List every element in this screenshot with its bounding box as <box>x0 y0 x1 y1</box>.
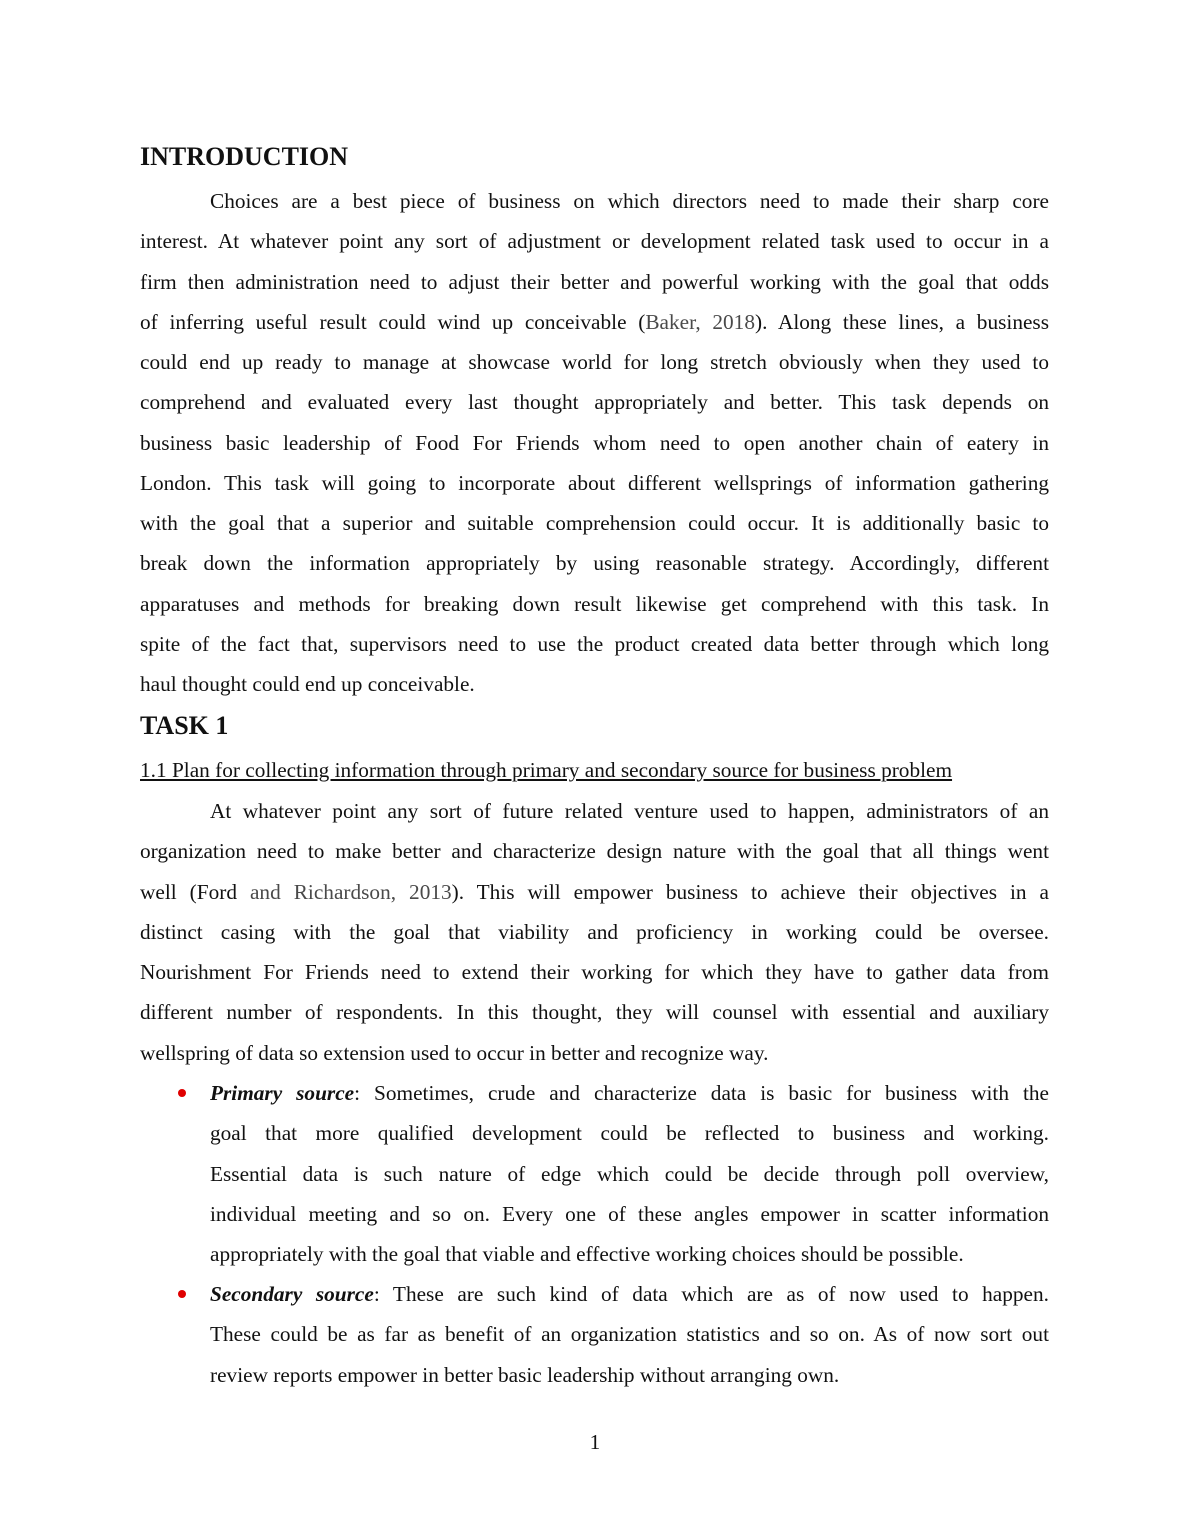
text-line: apparatuses and methods for breaking down result likewise get comprehend with this task. In <box>140 591 1049 616</box>
text-line: business basic leadership of Food For Friends whom need to open another chain of eatery in <box>140 430 1049 455</box>
text-segment: : Sometimes, crude and characterize data is basic for business with the <box>354 1081 1049 1105</box>
text-line <box>210 1073 1049 1113</box>
text-line: distinct casing with the goal that viability and proficiency in working could be oversee. <box>140 919 1049 944</box>
text-line: These could be as far as benefit of an organization statistics and so on. As of now sort out <box>210 1322 1049 1347</box>
text-line: Nourishment For Friends need to extend their working for which they have to gather data from <box>140 960 1049 984</box>
text-segment: of inferring useful result could wind up conceivable ( <box>140 309 646 334</box>
citation: and Richardson, 2013 <box>249 879 452 904</box>
text-segment: ). This will empower business to achieve their objectives in a <box>451 879 1049 904</box>
text-line <box>140 872 1049 912</box>
task1-paragraph <box>140 791 1049 1073</box>
text-line: Essential data is such nature of edge which could be decide through poll overview, <box>210 1161 1049 1186</box>
text-line <box>140 302 1049 342</box>
bullet-primary-source <box>210 1073 1049 1274</box>
intro-heading: INTRODUCTION <box>140 142 349 171</box>
text-line: London. This task will going to incorporate about different wellsprings of information gathering <box>140 470 1049 495</box>
text-line: At whatever point any sort of future related venture used to happen, administrators of an <box>210 799 1049 823</box>
text-segment: ). Along these lines, a business <box>754 309 1049 334</box>
task1-heading: TASK 1 <box>140 711 229 740</box>
intro-paragraph <box>140 181 1049 704</box>
bullet-icon <box>178 1290 186 1298</box>
text-line: haul thought could end up conceivable. <box>140 672 475 696</box>
text-line: appropriately with the goal that viable and effective working choices should be possible. <box>210 1242 964 1266</box>
text-line: organization need to make better and characterize design nature with the goal that all things went <box>140 839 1049 864</box>
text-line: could end up ready to manage at showcase world for long stretch obviously when they used to <box>140 350 1049 374</box>
text-segment: well (Ford <box>140 879 250 904</box>
text-line: different number of respondents. In this thought, they will counsel with essential and auxiliary <box>140 1000 1049 1025</box>
text-line: wellspring of data so extension used to occur in better and recognize way. <box>140 1040 769 1065</box>
text-line: Choices are a best piece of business on which directors need to made their sharp core <box>210 189 1049 213</box>
bullet-term: Secondary source <box>210 1282 374 1306</box>
bullet-secondary-source <box>210 1274 1049 1395</box>
bullet-icon <box>178 1089 186 1097</box>
text-line: break down the information appropriately by using reasonable strategy. Accordingly, different <box>140 551 1049 576</box>
text-line: interest. At whatever point any sort of adjustment or development related task used to occur in a <box>140 229 1049 254</box>
citation: Baker, 2018 <box>645 309 755 334</box>
page-number: 1 <box>589 1430 601 1454</box>
text-line: individual meeting and so on. Every one of these angles empower in scatter information <box>210 1201 1049 1226</box>
bullet-term: Primary source <box>210 1081 355 1105</box>
text-line <box>210 1274 1049 1314</box>
text-line: with the goal that a superior and suitable comprehension could occur. It is additionally basic to <box>140 511 1049 535</box>
text-line: goal that more qualified development could be reflected to business and working. <box>210 1121 1049 1146</box>
text-segment: : These are such kind of data which are as of now used to happen. <box>373 1282 1049 1306</box>
task1-subheading: 1.1 Plan for collecting information through primary and secondary source for business problem <box>140 758 953 782</box>
text-line: comprehend and evaluated every last thought appropriately and better. This task depends on <box>140 390 1049 415</box>
text-line: spite of the fact that, supervisors need to use the product created data better through which long <box>140 631 1049 656</box>
text-line: firm then administration need to adjust their better and powerful working with the goal that odds <box>140 269 1049 294</box>
text-line: review reports empower in better basic leadership without arranging own. <box>210 1362 840 1387</box>
